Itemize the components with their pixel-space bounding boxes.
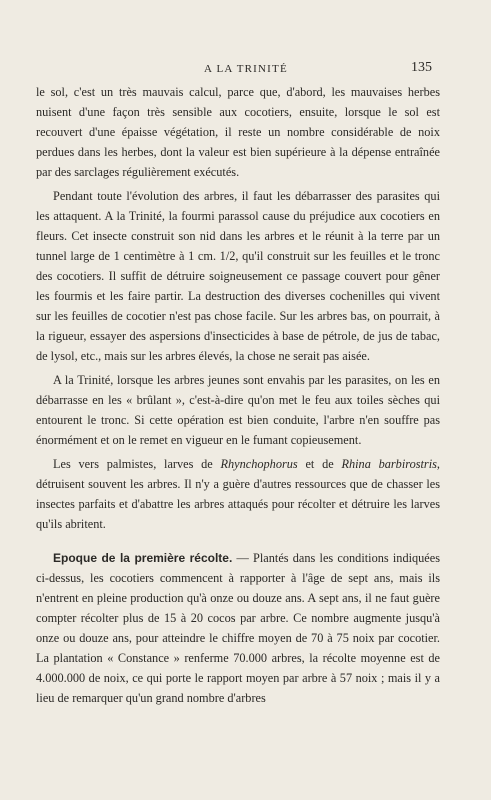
species-rhynchophorus: Rhynchophorus	[220, 457, 298, 471]
running-header	[36, 62, 432, 78]
paragraph-2: Pendant toute l'évolution des arbres, il faut les débarrasser des parasites qui les attaquent. A la Trinité, la fourmi parassol cause du préjudice aux cocotiers en fleurs. Cet insecte construit son nid dans les arbres et le réunit à la terre par un tunnel large de 1 centimètre à 1 cm. 1/2, qu'il construit sur les feuilles et le tronc des cocotiers. Il suffit de détruire soigneusement ce passage couvert pour gêner les fourmis et les faire partir. La destruction des diverses cochenilles qui vivent sur les feuilles de cocotier n'est pas chose facile. Sur les arbres bas, on pourrait, à la rigueur, essayer des aspersions d'insecticides à base de pétrole, de jus de tabac, de lysol, etc., mais sur les arbres élevés, la chose ne serait pas aisée.	[36, 189, 440, 363]
p4-text-a: Les vers palmistes, larves de	[53, 457, 221, 471]
running-title: A LA TRINITÉ	[204, 63, 288, 75]
page-body	[36, 82, 440, 712]
page-number: 135	[411, 60, 432, 75]
paragraph-1: le sol, c'est un très mauvais calcul, parce que, d'abord, les mauvaises herbes nuisent d'une façon très sensible aux cocotiers, ensuite, lorsque le sol est recouvert d'une épaisse végétation, il reste un nombre considérable de noix perdues dans les herbes, dont la valeur est bien supérieure à la dépense entraînée par des sarclages régulièrement exécutés.	[36, 85, 440, 179]
p5-text: — Plantés dans les conditions indiquées ci-dessus, les cocotiers commencent à rapporter à l'âge de sept ans, mais ils n'entrent en pleine production qu'à onze ou douze ans. A sept ans, il ne faut guère compter récolter plus de 15 à 20 cocos par arbre. Ce nombre augmente jusqu'à onze ou douze ans, pour atteindre le chiffre moyen de 70 à 75 noix par cocotier. La plantation « Constance » renferme 70.000 arbres, la récolte moyenne est de 4.000.000 de noix, ce qui porte le rapport moyen par arbre à 57 noix ; mais il y a lieu de remarquer qu'un grand nombre d'arbres	[36, 551, 441, 705]
paragraph-5	[36, 548, 440, 708]
species-rhina: Rhina barbirostris	[341, 457, 437, 471]
p4-text-e: , détruisent souvent les arbres. Il n'y a guère d'autres ressources que de chasser les insectes parfaits et d'abattre les arbres attaqués pour récolter et détruire les larves qu'ils abritent.	[36, 457, 440, 531]
p4-text-c: et de	[297, 457, 342, 471]
paragraph-4	[36, 454, 440, 534]
section-heading: Epoque de la première récolte.	[53, 551, 233, 565]
paragraph-3: A la Trinité, lorsque les arbres jeunes sont envahis par les parasites, on les en débarrasse en les « brûlant », c'est-à-dire qu'on met le feu aux toiles sèches qui entourent le tronc. Si cette opération est bien conduite, l'arbre n'en souffre pas énormément et on le remet en vigueur en le fumant copieusement.	[36, 373, 440, 447]
